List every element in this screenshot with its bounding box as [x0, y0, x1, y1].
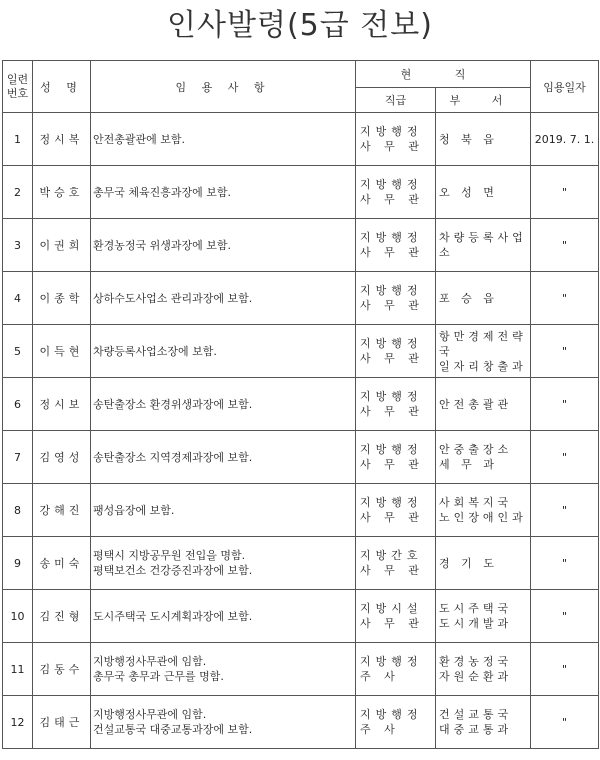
row-task: 송탄출장소 환경위생과장에 보함. [91, 378, 356, 431]
row-name: 박승호 [33, 166, 91, 219]
row-dept: 환경농정국 자원순환과 [436, 643, 531, 696]
row-rank: 지방행정 주 사 [356, 696, 436, 749]
row-date: " [531, 219, 599, 272]
header-name: 성 명 [33, 61, 91, 113]
row-dept: 경 기 도 [436, 537, 531, 590]
row-number: 12 [3, 696, 33, 749]
row-number: 3 [3, 219, 33, 272]
row-dept: 도시주택국 도시개발과 [436, 590, 531, 643]
row-number: 9 [3, 537, 33, 590]
row-task: 팽성읍장에 보함. [91, 484, 356, 537]
row-date: " [531, 378, 599, 431]
row-rank: 지방행정 사 무 관 [356, 113, 436, 166]
table-row [3, 643, 599, 696]
table-row [3, 696, 599, 749]
row-date: " [531, 431, 599, 484]
row-rank: 지방행정 사 무 관 [356, 378, 436, 431]
row-date: " [531, 484, 599, 537]
row-date: " [531, 166, 599, 219]
row-dept: 오 성 면 [436, 166, 531, 219]
row-name: 김영성 [33, 431, 91, 484]
row-task: 총무국 체육진흥과장에 보함. [91, 166, 356, 219]
table-row [3, 325, 599, 378]
row-rank: 지방간호 사 무 관 [356, 537, 436, 590]
row-number: 5 [3, 325, 33, 378]
row-date: " [531, 537, 599, 590]
header-current: 현 직 [356, 61, 531, 88]
row-number: 1 [3, 113, 33, 166]
row-task: 지방행정사무관에 임함. 총무국 총무과 근무를 명함. [91, 643, 356, 696]
row-name: 강해진 [33, 484, 91, 537]
row-dept: 안중출장소 세 무 과 [436, 431, 531, 484]
row-date: 2019. 7. 1. [531, 113, 599, 166]
table-row [3, 113, 599, 166]
row-task: 상하수도사업소 관리과장에 보함. [91, 272, 356, 325]
row-dept: 안전총괄관 [436, 378, 531, 431]
row-name: 이종학 [33, 272, 91, 325]
header-task: 임 용 사 항 [91, 61, 356, 113]
row-task: 송탄출장소 지역경제과장에 보함. [91, 431, 356, 484]
table-row [3, 590, 599, 643]
row-task: 차량등록사업소장에 보함. [91, 325, 356, 378]
appointment-table [2, 60, 599, 749]
row-name: 김진형 [33, 590, 91, 643]
row-task: 안전총괄관에 보함. [91, 113, 356, 166]
row-task: 도시주택국 도시계획과장에 보함. [91, 590, 356, 643]
row-rank: 지방행정 사 무 관 [356, 431, 436, 484]
header-date: 임용일자 [531, 61, 599, 113]
table-row [3, 484, 599, 537]
row-dept: 차량등록사업소 [436, 219, 531, 272]
row-task: 평택시 지방공무원 전입을 명함. 평택보건소 건강증진과장에 보함. [91, 537, 356, 590]
row-date: " [531, 272, 599, 325]
row-number: 7 [3, 431, 33, 484]
row-rank: 지방행정 주 사 [356, 643, 436, 696]
row-date: " [531, 590, 599, 643]
table-row [3, 166, 599, 219]
row-dept: 건설교통국 대중교통과 [436, 696, 531, 749]
row-name: 이권희 [33, 219, 91, 272]
row-number: 8 [3, 484, 33, 537]
row-number: 6 [3, 378, 33, 431]
table-row [3, 431, 599, 484]
row-rank: 지방행정 사 무 관 [356, 166, 436, 219]
table-row [3, 378, 599, 431]
row-number: 10 [3, 590, 33, 643]
row-name: 송미숙 [33, 537, 91, 590]
row-rank: 지방행정 사 무 관 [356, 219, 436, 272]
row-dept: 청 북 읍 [436, 113, 531, 166]
page-title: 인사발령(5급 전보) [167, 8, 433, 43]
row-rank: 지방행정 사 무 관 [356, 325, 436, 378]
row-dept: 사회복지국 노인장애인과 [436, 484, 531, 537]
header-dept: 부 서 [436, 88, 531, 113]
row-name: 김동수 [33, 643, 91, 696]
row-dept: 포 승 읍 [436, 272, 531, 325]
row-number: 4 [3, 272, 33, 325]
header-rank: 직급 [356, 88, 436, 113]
row-task: 지방행정사무관에 임함. 건설교통국 대중교통과장에 보함. [91, 696, 356, 749]
table-row [3, 272, 599, 325]
row-name: 김태근 [33, 696, 91, 749]
row-name: 이득현 [33, 325, 91, 378]
row-rank: 지방행정 사 무 관 [356, 272, 436, 325]
row-number: 11 [3, 643, 33, 696]
header-no: 일련 번호 [3, 61, 33, 113]
row-dept: 항만경제전략국 일자리창출과 [436, 325, 531, 378]
row-date: " [531, 643, 599, 696]
row-rank: 지방시설 사 무 관 [356, 590, 436, 643]
row-task: 환경농정국 위생과장에 보함. [91, 219, 356, 272]
table-row [3, 219, 599, 272]
row-name: 정시복 [33, 113, 91, 166]
row-name: 정시보 [33, 378, 91, 431]
row-rank: 지방행정 사 무 관 [356, 484, 436, 537]
row-number: 2 [3, 166, 33, 219]
table-row [3, 537, 599, 590]
row-date: " [531, 325, 599, 378]
row-date: " [531, 696, 599, 749]
